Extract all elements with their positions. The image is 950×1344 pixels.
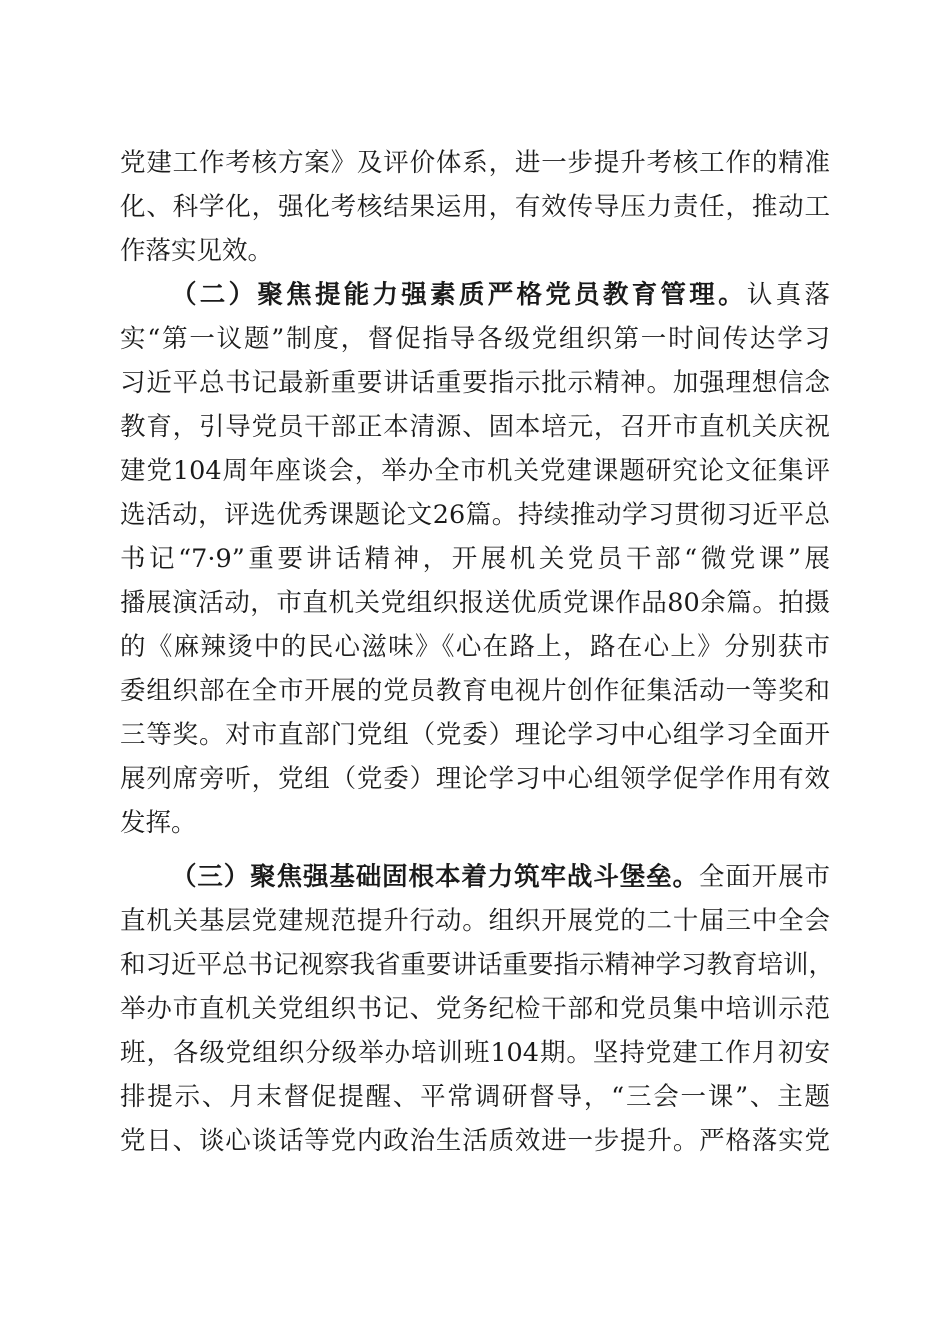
- paragraph-line: 排提示、月末督促提醒、平常调研督导，“三会一课”、主题: [120, 1082, 830, 1112]
- paragraph-line: 展列席旁听，党组（党委）理论学习中心组领学促学作用有效: [120, 764, 830, 794]
- section-heading-continuation: 全面开展市: [698, 862, 830, 892]
- section-heading-line: [171, 855, 830, 899]
- paragraph-line: 直机关基层党建规范提升行动。组织开展党的二十届三中全会: [120, 906, 830, 936]
- section-heading-continuation: 认真落: [746, 280, 830, 310]
- paragraph-line: 习近平总书记最新重要讲话重要指示批示精神。加强理想信念: [120, 368, 830, 398]
- paragraph-line: 党建工作考核方案》及评价体系，进一步提升考核工作的精准: [120, 148, 830, 178]
- paragraph-line: 班，各级党组织分级举办培训班104期。坚持党建工作月初安: [120, 1038, 830, 1068]
- paragraph-line: 作落实见效。: [120, 236, 274, 266]
- paragraph-line: 三等奖。对市直部门党组（党委）理论学习中心组学习全面开: [120, 720, 830, 750]
- section-heading-line: [171, 273, 830, 317]
- paragraph-line: 化、科学化，强化考核结果运用，有效传导压力责任，推动工: [120, 192, 830, 222]
- paragraph-line: 举办市直机关党组织书记、党务纪检干部和党员集中培训示范: [120, 994, 830, 1024]
- section-heading: （三）聚焦强基础固根本着力筑牢战斗堡垒。: [171, 862, 699, 892]
- paragraph-line: 建党104周年座谈会，举办全市机关党建课题研究论文征集评: [120, 456, 830, 486]
- paragraph-line: 播展演活动，市直机关党组织报送优质党课作品80余篇。拍摄: [120, 588, 830, 618]
- paragraph-line: 党日、谈心谈话等党内政治生活质效进一步提升。严格落实党: [120, 1126, 830, 1156]
- paragraph-line: 发挥。: [120, 808, 197, 838]
- paragraph-line: 的《麻辣烫中的民心滋味》《心在路上，路在心上》分别获市: [120, 632, 830, 662]
- paragraph-line: 教育，引导党员干部正本清源、固本培元，召开市直机关庆祝: [120, 412, 830, 442]
- paragraph-line: 实“第一议题”制度，督促指导各级党组织第一时间传达学习: [120, 324, 830, 354]
- paragraph-line: 选活动，评选优秀课题论文26篇。持续推动学习贯彻习近平总: [120, 500, 830, 530]
- section-heading: （二）聚焦提能力强素质严格党员教育管理。: [171, 280, 747, 310]
- paragraph-line: 委组织部在全市开展的党员教育电视片创作征集活动一等奖和: [120, 676, 830, 706]
- paragraph-line: 和习近平总书记视察我省重要讲话重要指示精神学习教育培训，: [120, 950, 835, 980]
- paragraph-line: 书记“7·9”重要讲话精神，开展机关党员干部“微党课”展: [120, 544, 830, 574]
